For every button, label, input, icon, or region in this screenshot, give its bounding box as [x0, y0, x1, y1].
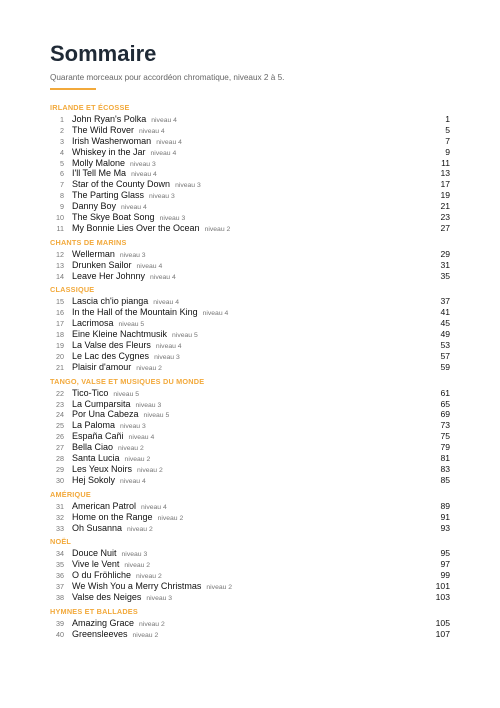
entry-title: We Wish You a Merry Christmas	[72, 581, 202, 592]
entry-number: 35	[56, 560, 64, 570]
entry-title: Lascia ch'io pianga	[72, 296, 149, 307]
entry-number: 27	[56, 443, 64, 453]
toc-entry[interactable]	[50, 420, 450, 431]
entry-page: 85	[440, 474, 450, 485]
entry-page: 83	[440, 463, 450, 474]
entry-title: Irish Washerwoman	[72, 135, 152, 146]
entry-level: niveau 3	[135, 401, 162, 409]
entry-title: Home on the Range	[72, 511, 153, 522]
entry-level: niveau 4	[128, 434, 155, 442]
section-heading: IRLANDE ET ÉCOSSE	[50, 103, 130, 112]
entry-page: 1	[445, 114, 450, 124]
entry-number: 31	[56, 501, 64, 511]
entry-level: niveau 4	[153, 299, 179, 307]
entry-page: 79	[440, 442, 450, 453]
entry-page: 17	[440, 179, 450, 190]
entry-level: niveau 2	[139, 620, 165, 628]
entry-level: niveau 5	[113, 390, 140, 398]
section-heading: AMÉRIQUE	[50, 489, 91, 499]
entry-page: 31	[440, 259, 450, 270]
entry-title: Valse des Neiges	[72, 591, 142, 602]
entry-level: niveau 3	[120, 423, 146, 431]
toc-entry[interactable]	[50, 431, 450, 442]
entry-level: niveau 3	[154, 353, 180, 361]
entry-number: 33	[56, 523, 64, 533]
toc-entry[interactable]	[50, 190, 450, 201]
toc-entry[interactable]	[50, 629, 450, 640]
entry-page: 9	[445, 146, 450, 157]
entry-page: 97	[440, 559, 450, 570]
entry-number: 30	[56, 475, 64, 485]
entry-title: Bella Ciao	[72, 442, 114, 453]
entry-page: 103	[435, 591, 450, 602]
entry-level: niveau 5	[143, 412, 170, 420]
entry-level: niveau 2	[136, 364, 162, 372]
toc-section	[50, 376, 450, 486]
entry-title: Wellerman	[72, 248, 115, 259]
entry-page: 65	[440, 398, 450, 409]
toc-entry[interactable]	[50, 136, 450, 147]
toc-entry[interactable]	[50, 559, 450, 570]
entry-level: niveau 3	[121, 551, 148, 559]
entry-page: 5	[445, 124, 450, 135]
entry-title: Hej Sokoly	[72, 474, 116, 485]
section-heading: TANGO, VALSE ET MUSIQUES DU MONDE	[50, 376, 205, 386]
entry-level: niveau 4	[202, 310, 229, 318]
entry-title: Molly Malone	[72, 157, 126, 168]
toc-entry[interactable]	[50, 168, 450, 179]
entry-page: 19	[440, 190, 450, 201]
toc-entry[interactable]	[50, 179, 450, 190]
toc-section	[50, 237, 450, 282]
entry-number: 2	[60, 125, 64, 135]
entry-number: 14	[56, 271, 64, 281]
entry-title: La Valse des Fleurs	[72, 340, 151, 351]
toc-entry[interactable]	[50, 351, 450, 362]
entry-number: 32	[56, 512, 64, 522]
entry-number: 9	[60, 202, 64, 212]
entry-title: Les Yeux Noirs	[72, 463, 133, 474]
toc-entry[interactable]	[50, 592, 450, 603]
entry-level: niveau 2	[127, 525, 153, 533]
entry-page: 35	[440, 270, 450, 281]
toc-entry[interactable]	[50, 442, 450, 453]
entry-level: niveau 3	[159, 215, 186, 223]
toc-section	[50, 606, 450, 640]
toc-entry[interactable]	[50, 114, 450, 125]
entry-page: 105	[435, 617, 450, 628]
entry-page: 37	[440, 296, 450, 307]
entry-level: niveau 2	[124, 456, 151, 464]
entry-number: 38	[56, 592, 64, 602]
entry-level: niveau 4	[141, 503, 167, 511]
entry-level: niveau 4	[150, 273, 176, 281]
entry-title: Whiskey in the Jar	[72, 146, 146, 157]
entry-number: 5	[60, 158, 64, 168]
entry-page: 81	[440, 453, 450, 464]
entry-number: 39	[56, 618, 64, 628]
toc-entry[interactable]	[50, 212, 450, 223]
entry-title: La Cumparsita	[72, 398, 131, 409]
entry-level: niveau 2	[137, 466, 163, 474]
entry-title: Tico-Tico	[72, 387, 109, 398]
entry-page: 13	[440, 168, 450, 179]
entry-level: niveau 5	[172, 332, 198, 340]
toc-section	[50, 102, 450, 234]
toc-entry[interactable]	[50, 362, 450, 373]
entry-level: niveau 2	[136, 573, 162, 581]
entry-number: 1	[60, 115, 64, 124]
toc-entry[interactable]	[50, 318, 450, 329]
entry-level: niveau 2	[132, 631, 159, 639]
entry-level: niveau 4	[131, 171, 157, 179]
toc-entry[interactable]	[50, 409, 450, 420]
entry-title: Por Una Cabeza	[72, 409, 139, 420]
entry-number: 40	[56, 629, 64, 639]
toc-entry[interactable]	[50, 475, 450, 486]
entry-level: niveau 5	[118, 321, 145, 329]
entry-title: Lacrimosa	[72, 318, 114, 329]
entry-level: niveau 4	[136, 262, 163, 270]
entry-title: Greensleeves	[72, 628, 128, 639]
entry-level: niveau 4	[139, 127, 165, 135]
entry-page: 21	[440, 201, 450, 212]
toc-entry[interactable]	[50, 249, 450, 260]
entry-level: niveau 2	[124, 562, 151, 570]
toc-entry[interactable]	[50, 147, 450, 158]
toc-entry[interactable]	[50, 340, 450, 351]
toc-entry[interactable]	[50, 260, 450, 271]
entry-page: 93	[440, 522, 450, 533]
entry-page: 23	[440, 212, 450, 223]
entry-number: 23	[56, 399, 64, 409]
section-heading: NOËL	[50, 537, 72, 547]
entry-title: Oh Susanna	[72, 522, 123, 533]
entry-page: 11	[441, 157, 450, 168]
entry-number: 21	[56, 362, 64, 372]
entry-number: 4	[60, 147, 64, 157]
entry-level: niveau 2	[118, 445, 144, 453]
entry-number: 11	[56, 223, 64, 233]
entry-number: 20	[56, 351, 64, 361]
entry-number: 25	[56, 421, 64, 431]
entry-title: The Wild Rover	[72, 124, 135, 135]
toc-entry[interactable]	[50, 307, 450, 318]
entry-number: 37	[56, 582, 64, 592]
entry-page: 99	[440, 570, 450, 581]
toc-entry[interactable]	[50, 125, 450, 136]
entry-title: Santa Lucia	[72, 453, 120, 464]
toc-section	[50, 536, 450, 602]
entry-number: 24	[56, 410, 64, 420]
entry-number: 34	[56, 549, 64, 559]
entry-level: niveau 2	[206, 584, 233, 592]
entry-title: Le Lac des Cygnes	[72, 350, 150, 361]
table-of-contents	[50, 102, 450, 640]
entry-level: niveau 4	[121, 204, 147, 212]
entry-title: La Paloma	[72, 420, 116, 431]
entry-number: 28	[56, 454, 64, 464]
toc-entry[interactable]	[50, 201, 450, 212]
entry-number: 12	[56, 249, 64, 259]
entry-page: 41	[440, 307, 450, 318]
entry-page: 29	[440, 248, 450, 259]
entry-title: Eine Kleine Nachtmusik	[72, 329, 168, 340]
entry-page: 53	[440, 340, 450, 351]
entry-page: 61	[440, 387, 450, 398]
entry-title: Amazing Grace	[72, 617, 135, 628]
toc-entry[interactable]	[50, 581, 450, 592]
page-title: Sommaire	[50, 41, 157, 66]
toc-section	[50, 284, 450, 372]
entry-page: 57	[440, 350, 450, 361]
entry-number: 17	[56, 319, 64, 329]
entry-title: O du Fröhliche	[72, 570, 132, 581]
section-heading: HYMNES ET BALLADES	[50, 606, 138, 616]
entry-number: 8	[60, 191, 64, 201]
entry-title: Star of the County Down	[72, 179, 171, 190]
entry-page: 7	[445, 135, 450, 146]
entry-level: niveau 4	[156, 138, 182, 146]
toc-entry[interactable]	[50, 388, 450, 399]
entry-number: 7	[60, 180, 64, 190]
entry-number: 15	[56, 297, 64, 307]
entry-number: 18	[56, 330, 64, 340]
entry-level: niveau 4	[120, 477, 146, 485]
toc-entry[interactable]	[50, 548, 450, 559]
toc-entry[interactable]	[50, 523, 450, 534]
entry-page: 69	[440, 409, 450, 420]
entry-level: niveau 2	[157, 514, 184, 522]
entry-number: 13	[56, 260, 64, 270]
entry-number: 10	[56, 213, 64, 223]
entry-title: My Bonnie Lies Over the Ocean	[72, 222, 200, 233]
page-subtitle: Quarante morceaux pour accordéon chromatique, niveaux 2 à 5.	[50, 73, 285, 82]
entry-number: 22	[56, 388, 64, 398]
entry-level: niveau 4	[150, 149, 177, 157]
entry-number: 6	[60, 169, 64, 179]
entry-page: 59	[440, 361, 450, 372]
entry-page: 95	[440, 548, 450, 559]
entry-title: In the Hall of the Mountain King	[72, 307, 198, 318]
toc-section	[50, 489, 450, 534]
entry-title: Leave Her Johnny	[72, 270, 146, 281]
entry-title: Vive le Vent	[72, 559, 120, 570]
entry-level: niveau 4	[155, 343, 182, 351]
entry-number: 36	[56, 571, 64, 581]
entry-page: 45	[440, 318, 450, 329]
toc-entry[interactable]	[50, 158, 450, 169]
entry-number: 3	[60, 136, 64, 146]
entry-title: Plaisir d'amour	[72, 361, 132, 372]
entry-number: 26	[56, 432, 64, 442]
entry-level: niveau 3	[149, 193, 175, 201]
entry-title: España Cañi	[72, 431, 124, 442]
entry-page: 27	[440, 222, 450, 233]
entry-title: Douce Nuit	[72, 548, 117, 559]
entry-level: niveau 3	[175, 182, 201, 190]
entry-number: 19	[56, 341, 64, 351]
entry-level: niveau 2	[204, 225, 231, 233]
entry-level: niveau 4	[151, 117, 177, 124]
entry-page: 89	[440, 500, 450, 511]
entry-title: American Patrol	[72, 500, 137, 511]
title-underline	[50, 88, 96, 90]
toc-entry[interactable]	[50, 512, 450, 523]
entry-title: Drunken Sailor	[72, 259, 132, 270]
entry-title: Danny Boy	[72, 201, 117, 212]
toc-entry[interactable]	[50, 296, 450, 307]
entry-page: 107	[435, 628, 450, 639]
entry-page: 91	[440, 511, 450, 522]
toc-entry[interactable]	[50, 271, 450, 282]
toc-entry[interactable]	[50, 223, 450, 234]
entry-page: 101	[435, 581, 450, 592]
entry-level: niveau 3	[119, 251, 146, 259]
entry-number: 16	[56, 308, 64, 318]
entry-title: John Ryan's Polka	[72, 114, 147, 124]
toc-entry[interactable]	[50, 464, 450, 475]
toc-entry[interactable]	[50, 399, 450, 410]
entry-number: 29	[56, 464, 64, 474]
entry-page: 75	[440, 431, 450, 442]
entry-level: niveau 3	[130, 160, 156, 168]
entry-title: The Skye Boat Song	[72, 212, 155, 223]
toc-entry[interactable]	[50, 453, 450, 464]
toc-entry[interactable]	[50, 618, 450, 629]
section-heading: CHANTS DE MARINS	[50, 237, 127, 247]
entry-page: 73	[440, 420, 450, 431]
toc-entry[interactable]	[50, 570, 450, 581]
entry-title: The Parting Glass	[72, 190, 145, 201]
entry-level: niveau 3	[146, 594, 173, 602]
section-heading: CLASSIQUE	[50, 285, 95, 295]
toc-entry[interactable]	[50, 501, 450, 512]
toc-entry[interactable]	[50, 329, 450, 340]
entry-page: 49	[440, 329, 450, 340]
entry-title: I'll Tell Me Ma	[72, 168, 127, 179]
